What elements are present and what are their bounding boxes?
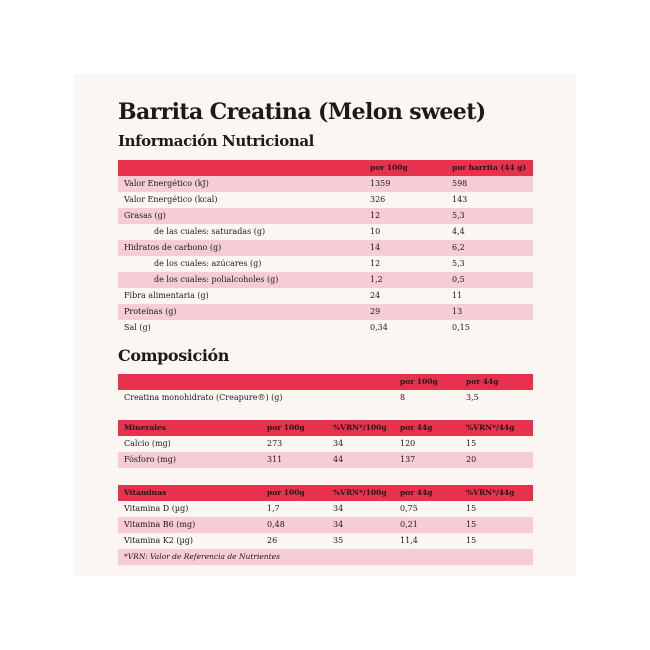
table-header — [118, 420, 533, 436]
row-label: Sal (g) — [124, 323, 151, 332]
table-cell: 34 — [333, 439, 344, 448]
table-cell: 0,75 — [400, 504, 418, 513]
header-cell: %VRN*/100g — [327, 485, 394, 501]
table-cell: 34 — [327, 517, 394, 533]
row-label: de las cuales: saturadas (g) — [154, 227, 266, 236]
table-cell: 20 — [460, 452, 533, 468]
footnote: *VRN: Valor de Referencia de Nutrientes — [118, 549, 533, 565]
nutrition-heading: Información Nutricional — [118, 132, 314, 150]
row-label: Valor Energético (kJ) — [118, 176, 364, 192]
table-header — [118, 160, 533, 176]
value-per-bar: 0,15 — [452, 323, 470, 332]
value-per-100g: 8 — [400, 393, 406, 402]
table-row — [118, 501, 533, 517]
table-cell: 15 — [466, 536, 477, 545]
header-cell: por 100g — [261, 420, 327, 436]
value-per-bar: 6,2 — [446, 240, 533, 256]
table-cell: Vitamina K2 (µg) — [124, 536, 193, 545]
table-row — [118, 224, 533, 240]
table-row — [118, 288, 533, 304]
header-cell: por 44g — [394, 420, 460, 436]
table-cell: 0,21 — [394, 517, 460, 533]
table-row — [118, 304, 533, 320]
value-per-100g: 12 — [364, 208, 446, 224]
header-cell: %VRN*/44g — [460, 420, 533, 436]
table-cell: 15 — [460, 517, 533, 533]
table-cell: Vitamina D (µg) — [124, 504, 189, 513]
value-per-bar: 5,3 — [446, 208, 533, 224]
table-row — [118, 208, 533, 224]
header-cell — [118, 160, 364, 176]
header-cell: %VRN*/100g — [327, 420, 394, 436]
header-cell: por barrita (44 g) — [446, 160, 533, 176]
table-cell: 35 — [333, 536, 344, 545]
table-cell: 1,7 — [267, 504, 280, 513]
value-per-100g: 24 — [370, 291, 381, 300]
row-label: Proteínas (g) — [118, 304, 364, 320]
row-label: Creatina monohidrato (Creapure®) (g) — [124, 393, 283, 402]
table-row — [118, 436, 533, 452]
product-title: Barrita Creatina (Melon sweet) — [118, 99, 486, 125]
value-per-100g: 1359 — [364, 176, 446, 192]
table-cell: 137 — [394, 452, 460, 468]
header-cell: Minerales — [118, 420, 261, 436]
table-cell: Vitamina B6 (mg) — [118, 517, 261, 533]
value-per-bar: 5,3 — [452, 259, 465, 268]
table-row — [118, 390, 533, 406]
nutrition-card — [74, 74, 576, 576]
table-cell: 34 — [333, 504, 344, 513]
table-row — [118, 320, 533, 336]
row-label: Valor Energético (kcal) — [124, 195, 218, 204]
nutrition-table — [118, 160, 533, 336]
value-per-100g: 1,2 — [364, 272, 446, 288]
table-cell: 44 — [327, 452, 394, 468]
value-per-bar: 0,5 — [446, 272, 533, 288]
table-cell: 11,4 — [400, 536, 418, 545]
table-header — [118, 485, 533, 501]
composition-heading: Composición — [118, 346, 230, 365]
header-cell: por 44g — [460, 374, 533, 390]
value-per-44g: 3,5 — [466, 393, 479, 402]
value-per-bar: 143 — [452, 195, 468, 204]
row-label: de los cuales: azúcares (g) — [154, 259, 262, 268]
value-per-bar: 598 — [446, 176, 533, 192]
minerals-table — [118, 420, 533, 468]
footnote-row — [118, 549, 533, 565]
value-per-100g: 0,34 — [370, 323, 388, 332]
table-row — [118, 272, 533, 288]
table-row — [118, 240, 533, 256]
table-row — [118, 256, 533, 272]
table-cell: 26 — [267, 536, 278, 545]
row-label: Fibra alimentaria (g) — [124, 291, 209, 300]
table-cell: 0,48 — [261, 517, 327, 533]
value-per-bar: 11 — [452, 291, 463, 300]
table-header — [118, 374, 533, 390]
value-per-100g: 10 — [370, 227, 381, 236]
value-per-100g: 326 — [370, 195, 386, 204]
row-label: Grasas (g) — [118, 208, 364, 224]
header-cell: %VRN*/44g — [460, 485, 533, 501]
header-cell — [118, 374, 394, 390]
table-cell: 15 — [466, 504, 477, 513]
table-cell: Calcio (mg) — [124, 439, 171, 448]
table-cell: 15 — [466, 439, 477, 448]
header-cell: por 100g — [261, 485, 327, 501]
value-per-bar: 13 — [446, 304, 533, 320]
table-row — [118, 176, 533, 192]
header-cell: por 100g — [394, 374, 460, 390]
header-cell: por 44g — [394, 485, 460, 501]
table-row — [118, 517, 533, 533]
table-cell: 273 — [267, 439, 283, 448]
header-cell: por 100g — [364, 160, 446, 176]
table-cell: 120 — [400, 439, 416, 448]
row-label: Hidratos de carbono (g) — [118, 240, 364, 256]
table-row — [118, 533, 533, 549]
table-cell: 311 — [261, 452, 327, 468]
vitamins-table — [118, 485, 533, 565]
value-per-100g: 12 — [370, 259, 381, 268]
value-per-bar: 4,4 — [452, 227, 465, 236]
value-per-100g: 29 — [364, 304, 446, 320]
table-cell: Fósforo (mg) — [118, 452, 261, 468]
row-label: de los cuales: polialcoholes (g) — [118, 272, 364, 288]
table-row — [118, 452, 533, 468]
table-row — [118, 192, 533, 208]
composition-table — [118, 374, 533, 406]
header-cell: Vitaminas — [118, 485, 261, 501]
value-per-100g: 14 — [364, 240, 446, 256]
